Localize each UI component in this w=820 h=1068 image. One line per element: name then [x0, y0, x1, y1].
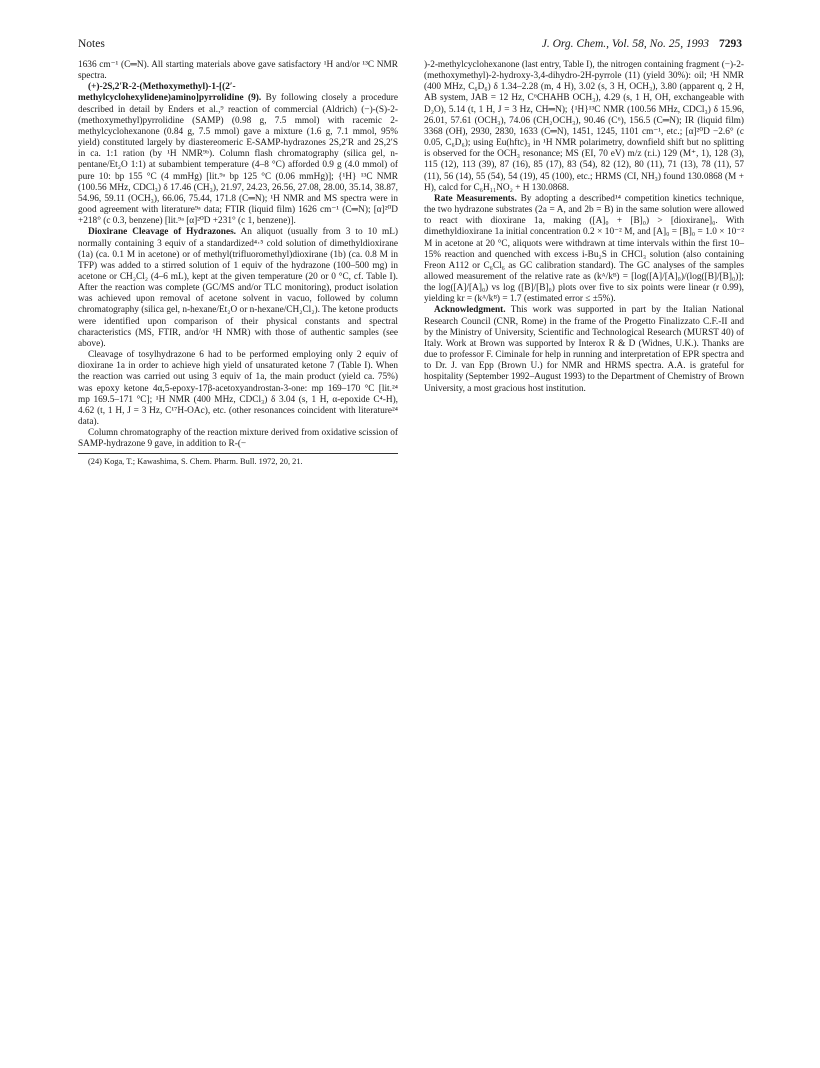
paragraph-acknowledgment: [424, 305, 744, 394]
acknowledgment-text: This work was supported in part by the Italian National Research Council (CNR, Rome) in the frame of the Progetto Finalizzato C.F.-II and by the Ministry of University, Scientific and Technological Research (MURST 40) of Italy. Work at Brown was supported by Interox R & D (Widnes, U.K.). Thanks are due to professor F. Ciminale for help in running and interpretation of EPR spectra and to Dr. J. van Epp (Brown U.) for NMR and HRMS spectra. A.A. is grateful for hospitality (September 1992–August 1993) to the Department of Chemistry of Brown University, a most gracious host institution.: [424, 305, 745, 394]
journal-name: J. Org. Chem., Vol. 58, No. 25, 1993: [541, 38, 709, 50]
section-label: Notes: [78, 38, 105, 50]
page-number: 7293: [719, 38, 742, 50]
compound-9-heading: (+)-2S,2′R-2-(Methoxymethyl)-1-[(2′-methylcyclohexylidene)amino]pyrrolidine (9).: [78, 82, 262, 104]
paragraph-column-chromatography: Column chromatography of the reaction mixture derived from oxidative scission of SAMP-hydrazone 9 gave, in addition to R-(−: [78, 428, 398, 450]
rate-measurements-text: By adopting a described¹⁴ competition kinetics technique, the two hydrazone substrates (2a = A, and 2b = B) in the same solution were allowed to react with dioxirane 1a, making ([A]₀ + [B]₀) > [dioxirane]₀. With dimethyldioxirane 1a initial concentration 0.2 × 10⁻² M, and [A]₀ = [B]₀ = 1.0 × 10⁻² M in acetone at 20 °C, aliquots were withdrawn at time intervals within the first 10–15% reaction and quenched with excess i-Bu₂S in CHCl₃ solution (also containing Freon A112 or C₆Cl₆ as GC calibration standard). The GC analyses of the samples allowed measurement of the relative rate as (kᴬ/kᴮ) = [log([A]/[A]₀)/(log([B]/[B]₀)]; the log([A]/[A]₀) vs log ([B]/[B]₀) plots over five to six points were linear (r 0.99), yielding kr = (kᴬ/kᴮ) = 1.7 (estimated error ≤ ±5%).: [424, 193, 744, 305]
rate-measurements-heading: Rate Measurements.: [434, 193, 517, 204]
left-column: [78, 60, 398, 467]
paragraph-compound-11: )-2-methylcyclohexanone (last entry, Table I), the nitrogen containing fragment (−)-2-(methoxymethyl)-2-hydroxy-3,4-dihydro-2H-pyrrole (11) (yield 30%): oil; ¹H NMR (400 MHz, C₆D₆) δ 1.34–2.28 (m, 4 H), 3.02 (s, 3 H, OCH₃), 3.80 (apparent q, 2 H, AB system, JAB = 12 Hz, C⁶CHAHB OCH₃), 4.29 (s, 1 H, OH, exchangeable with D₂O), 5.14 (t, 1 H, J = 3 Hz, CH═N); {¹H}¹³C NMR (100.56 MHz, CDCl₃) δ 15.96, 26.01, 57.61 (OCH₃), 74.06 (CH₂OCH₃), 90.46 (C⁶), 156.5 (C═N); IR (liquid film) 3368 (OH), 2930, 2830, 1633 (C═N), 1451, 1245, 1101 cm⁻¹, etc.; [α]²⁰D −2.6° (c 0.05, C₆D₆); using Eu(hftc)₃ in ¹H NMR polarimetry, downfield shift but no splitting is observed for the OCH₃ resonance; MS (EI, 70 eV) m/z (r.i.) 129 (M⁺, 1), 128 (3), 115 (12), 113 (39), 87 (16), 85 (17), 83 (54), 82 (12), 80 (11), 71 (13), 78 (11), 57 (11), 56 (14), 55 (54), 54 (19), 45 (100), etc.; HRMS (CI, NH₃) found 130.0868 (M + H), calcd for C₆H₁₁NO₂ + H 130.0868.: [424, 60, 744, 193]
compound-9-text: By following closely a procedure described in detail by Enders et al.,⁹ reaction of commercial (Aldrich) (−)-(S)-2-(methoxymethyl)pyrrolidine (SAMP) (0.98 g, 7.5 mmol) with racemic 2-methylcyclohexanone (0.84 g, 7.5 mmol) gave a mixture (1.6 g, 7.1 mmol, 95% yield) constituted largely by diastereomeric E-SAMP-hydrazones 2S,2′R and 2S,2′S in ca. 1:1 ration (by ¹H NMR⁹ᵇ). Column flash chromatography (silica gel, n-pentane/Et₂O 1:1) at subambient temperature (4–8 °C) afforded 0.9 g (4.0 mmol) of pure 10: bp 155 °C (4 mmHg) [lit.⁹ᵃ bp 125 °C (0.06 mmHg)]; {¹H} ¹³C NMR (100.56 MHz, CDCl₃) δ 17.46 (CH₃), 21.97, 24.23, 26.56, 27.08, 28.00, 35.14, 38.87, 54.96, 59.11 (OCH₃), 66.06, 75.44, 171.8 (C═N); ¹H NMR and MS spectra were in good agreement with literature⁹ᵃ data; FTIR (liquid film) 1626 cm⁻¹ (C═N); [α]²⁰D +218° (c 0.3, benzene) [lit.⁹ᵃ [α]²⁰D +231° (c 1, benzene)].: [78, 93, 398, 227]
right-column: [424, 60, 744, 395]
paragraph-ir-continuation: 1636 cm⁻¹ (C═N). All starting materials above gave satisfactory ¹H and/or ¹³C NMR spectra.: [78, 60, 398, 82]
paragraph-rate-measurements: [424, 194, 744, 306]
footnote-divider: [78, 453, 398, 454]
page-header: [78, 38, 742, 56]
journal-citation: [542, 38, 742, 50]
footnote-24: (24) Koga, T.; Kawashima, S. Chem. Pharm. Bull. 1972, 20, 21.: [88, 457, 303, 467]
paragraph-compound-9: [78, 82, 398, 227]
paragraph-dioxirane-cleavage: [78, 227, 398, 350]
acknowledgment-heading: Acknowledgment.: [434, 305, 506, 316]
dioxirane-cleavage-text: An aliquot (usually from 3 to 10 mL) normally containing 3 equiv of a standardized⁴·⁵ cold solution of dimethyldioxirane (1a) (ca. 0.1 M in acetone) or of methyl(trifluoromethyl)dioxirane (1b) (ca. 0.8 M in TFP) was added to a stirred solution of 1 equiv of the hydrazone (100–500 mg) in acetone or CH₂Cl₂ (4–6 mL), kept at the given temperature (20 or 0 °C, cf. Table I). After the reaction was complete (GC/MS and/or TLC monitoring), product isolation was achieved upon removal of acetone solvent in vacuo, followed by column chromatography (silica gel, n-hexane/Et₂O or n-hexane/CH₂Cl₂). The ketone products were identified upon comparison of their physical constants and spectral characteristics (MS, FTIR, and/or ¹H NMR) with those of authentic samples (see above).: [78, 227, 398, 349]
dioxirane-cleavage-heading: Dioxirane Cleavage of Hydrazones.: [88, 227, 237, 238]
paragraph-tosylhydrazone: Cleavage of tosylhydrazone 6 had to be performed employing only 2 equiv of dioxirane 1a in order to achieve high yield of unsaturated ketone 7 (Table I). When the reaction was carried out using 3 equiv of 1a, the main product (yield ca. 75%) was epoxy ketone 4α,5-epoxy-17β-acetoxyandrostan-3-one: mp 169–170 °C [lit.²⁴ mp 169.5–171 °C]; ¹H NMR (400 MHz, CDCl₃) δ 3.04 (s, 1 H, α-epoxide C⁴-H), 4.62 (t, 1 H, J = 3 Hz, C¹⁷H-OAc), etc. (other resonances coincident with literature²⁴ data).: [78, 350, 398, 427]
